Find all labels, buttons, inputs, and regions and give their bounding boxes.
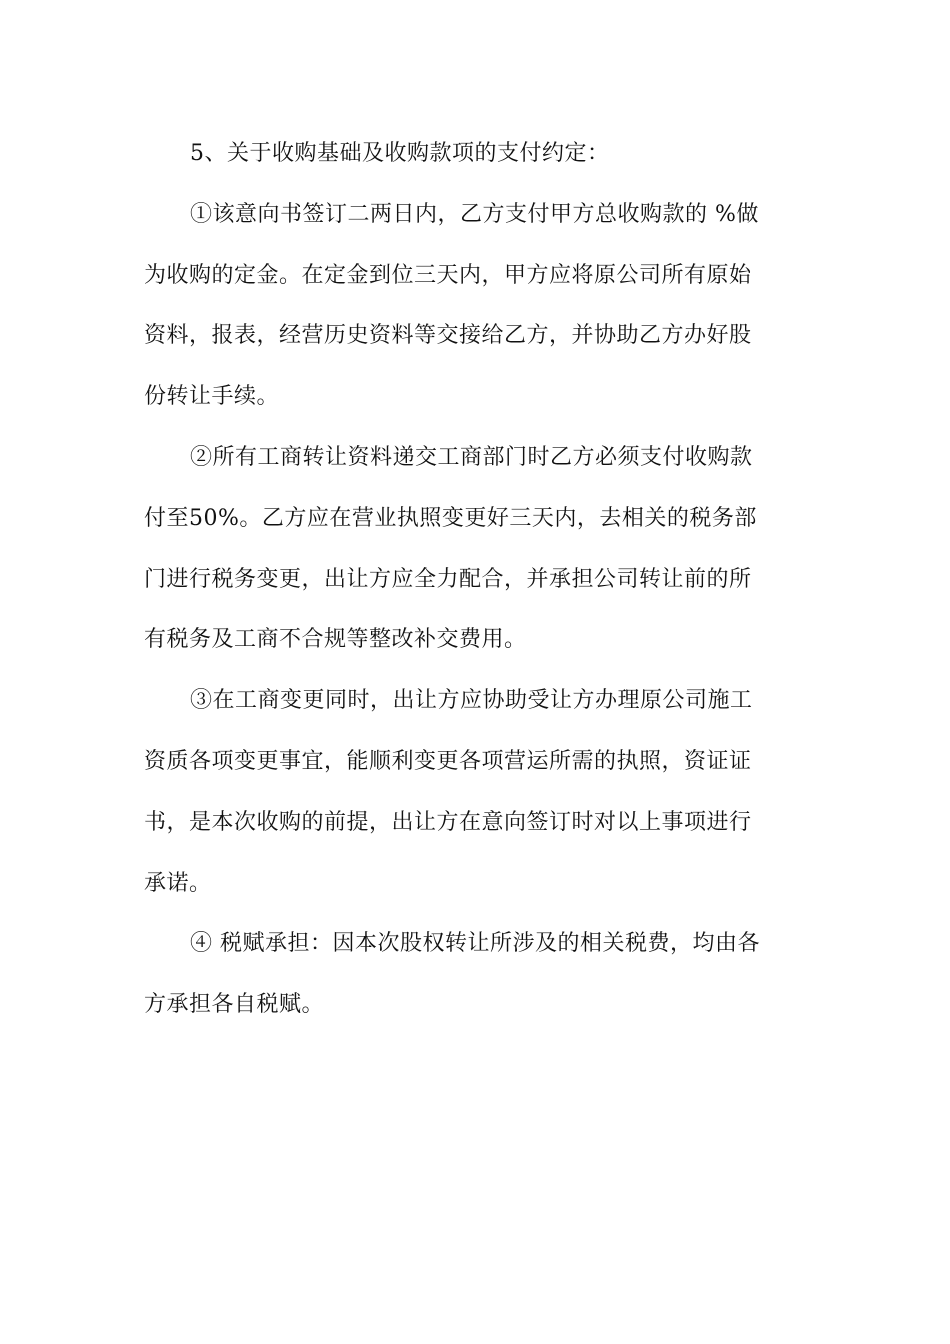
paragraph-2-line: 有税务及工商不合规等整改补交费用。 bbox=[144, 627, 527, 653]
paragraph-1-line: 为收购的定金。在定金到位三天内，甲方应将原公司所有原始 bbox=[144, 262, 752, 288]
paragraph-heading-line: 5、关于收购基础及收购款项的支付约定： bbox=[190, 141, 610, 166]
paragraph-4-line: 方承担各自税赋。 bbox=[144, 992, 325, 1018]
paragraph-3-line: 书，是本次收购的前提，出让方在意向签订时对以上事项进行 bbox=[144, 809, 752, 835]
paragraph-1-line: ①该意向书签订二两日内，乙方支付甲方总收购款的 %做 bbox=[190, 201, 759, 227]
paragraph-2-line: 付至50%。乙方应在营业执照变更好三天内，去相关的税务部 bbox=[144, 505, 757, 531]
paragraph-3-line: ③在工商变更同时，出让方应协助受让方办理原公司施工 bbox=[190, 688, 753, 714]
paragraph-4-line: ④ 税赋承担：因本次股权转让所涉及的相关税费，均由各 bbox=[190, 931, 760, 957]
paragraph-3-line: 资质各项变更事宜，能顺利变更各项营运所需的执照，资证证 bbox=[144, 748, 752, 774]
paragraph-1-line: 资料，报表，经营历史资料等交接给乙方，并协助乙方办好股 bbox=[144, 323, 752, 349]
paragraph-3-line: 承诺。 bbox=[144, 870, 212, 896]
paragraph-1-line: 份转让手续。 bbox=[144, 384, 280, 410]
paragraph-2-line: ②所有工商转让资料递交工商部门时乙方必须支付收购款 bbox=[190, 444, 753, 470]
paragraph-2-line: 门进行税务变更，出让方应全力配合，并承担公司转让前的所 bbox=[144, 566, 752, 592]
document-body bbox=[144, 124, 808, 1036]
